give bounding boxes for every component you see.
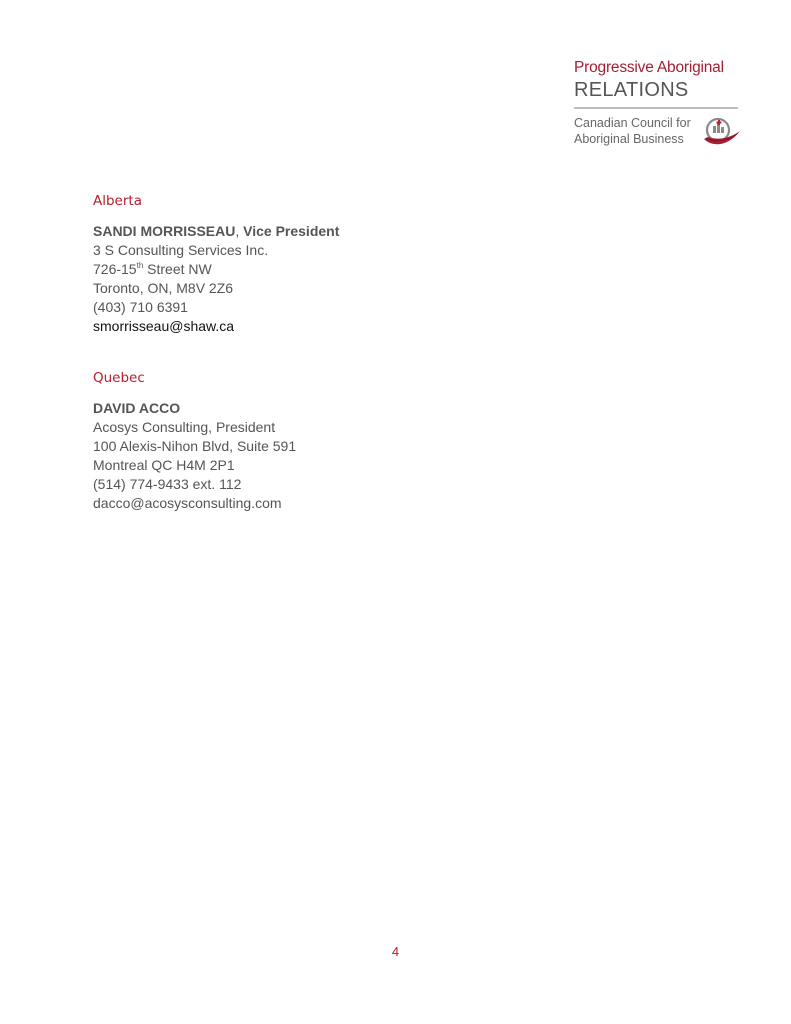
pair-logo — [574, 58, 744, 147]
contact-phone: (403) 710 6391 — [93, 299, 188, 315]
page-number: 4 — [391, 944, 400, 959]
contact-street-suffix: th — [136, 261, 144, 270]
contact-street-number: 726-15 — [93, 261, 137, 277]
section-heading: Quebec — [93, 370, 145, 386]
contact-company: 3 S Consulting Services Inc. — [93, 242, 269, 258]
contact-street: 100 Alexis-Nihon Blvd, Suite 591 — [93, 438, 297, 454]
contact-email-link[interactable]: smorrisseau@shaw.ca — [93, 318, 235, 334]
contact-title: Vice President — [243, 223, 340, 239]
logo-divider — [574, 107, 738, 109]
logo-ccab-line1: Canadian Council for — [574, 116, 691, 130]
contact-street — [93, 260, 339, 279]
section-alberta — [93, 192, 339, 336]
contact-company: Acosys Consulting, President — [93, 419, 276, 435]
logo-line-progressive-aboriginal: Progressive Aboriginal — [574, 59, 724, 76]
contact-title-separator: , — [235, 223, 244, 239]
contact-name: DAVID ACCO — [93, 400, 181, 416]
contact-city: Toronto, ON, M8V 2Z6 — [93, 280, 234, 296]
contact-email-link[interactable]: dacco@acosysconsulting.com — [93, 495, 282, 511]
logo-ccab — [574, 115, 744, 147]
section-quebec — [93, 369, 296, 513]
ccab-emblem-icon — [702, 117, 742, 149]
contact-phone: (514) 774-9433 ext. 112 — [93, 476, 242, 492]
logo-ccab-line2: Aboriginal Business — [574, 132, 684, 146]
contact-name: SANDI MORRISSEAU — [93, 223, 236, 239]
logo-line-relations: RELATIONS — [574, 79, 689, 101]
section-heading: Alberta — [93, 193, 142, 209]
contact-name-line — [93, 222, 339, 241]
contact-street-rest: Street NW — [143, 261, 212, 277]
contact-city: Montreal QC H4M 2P1 — [93, 457, 235, 473]
